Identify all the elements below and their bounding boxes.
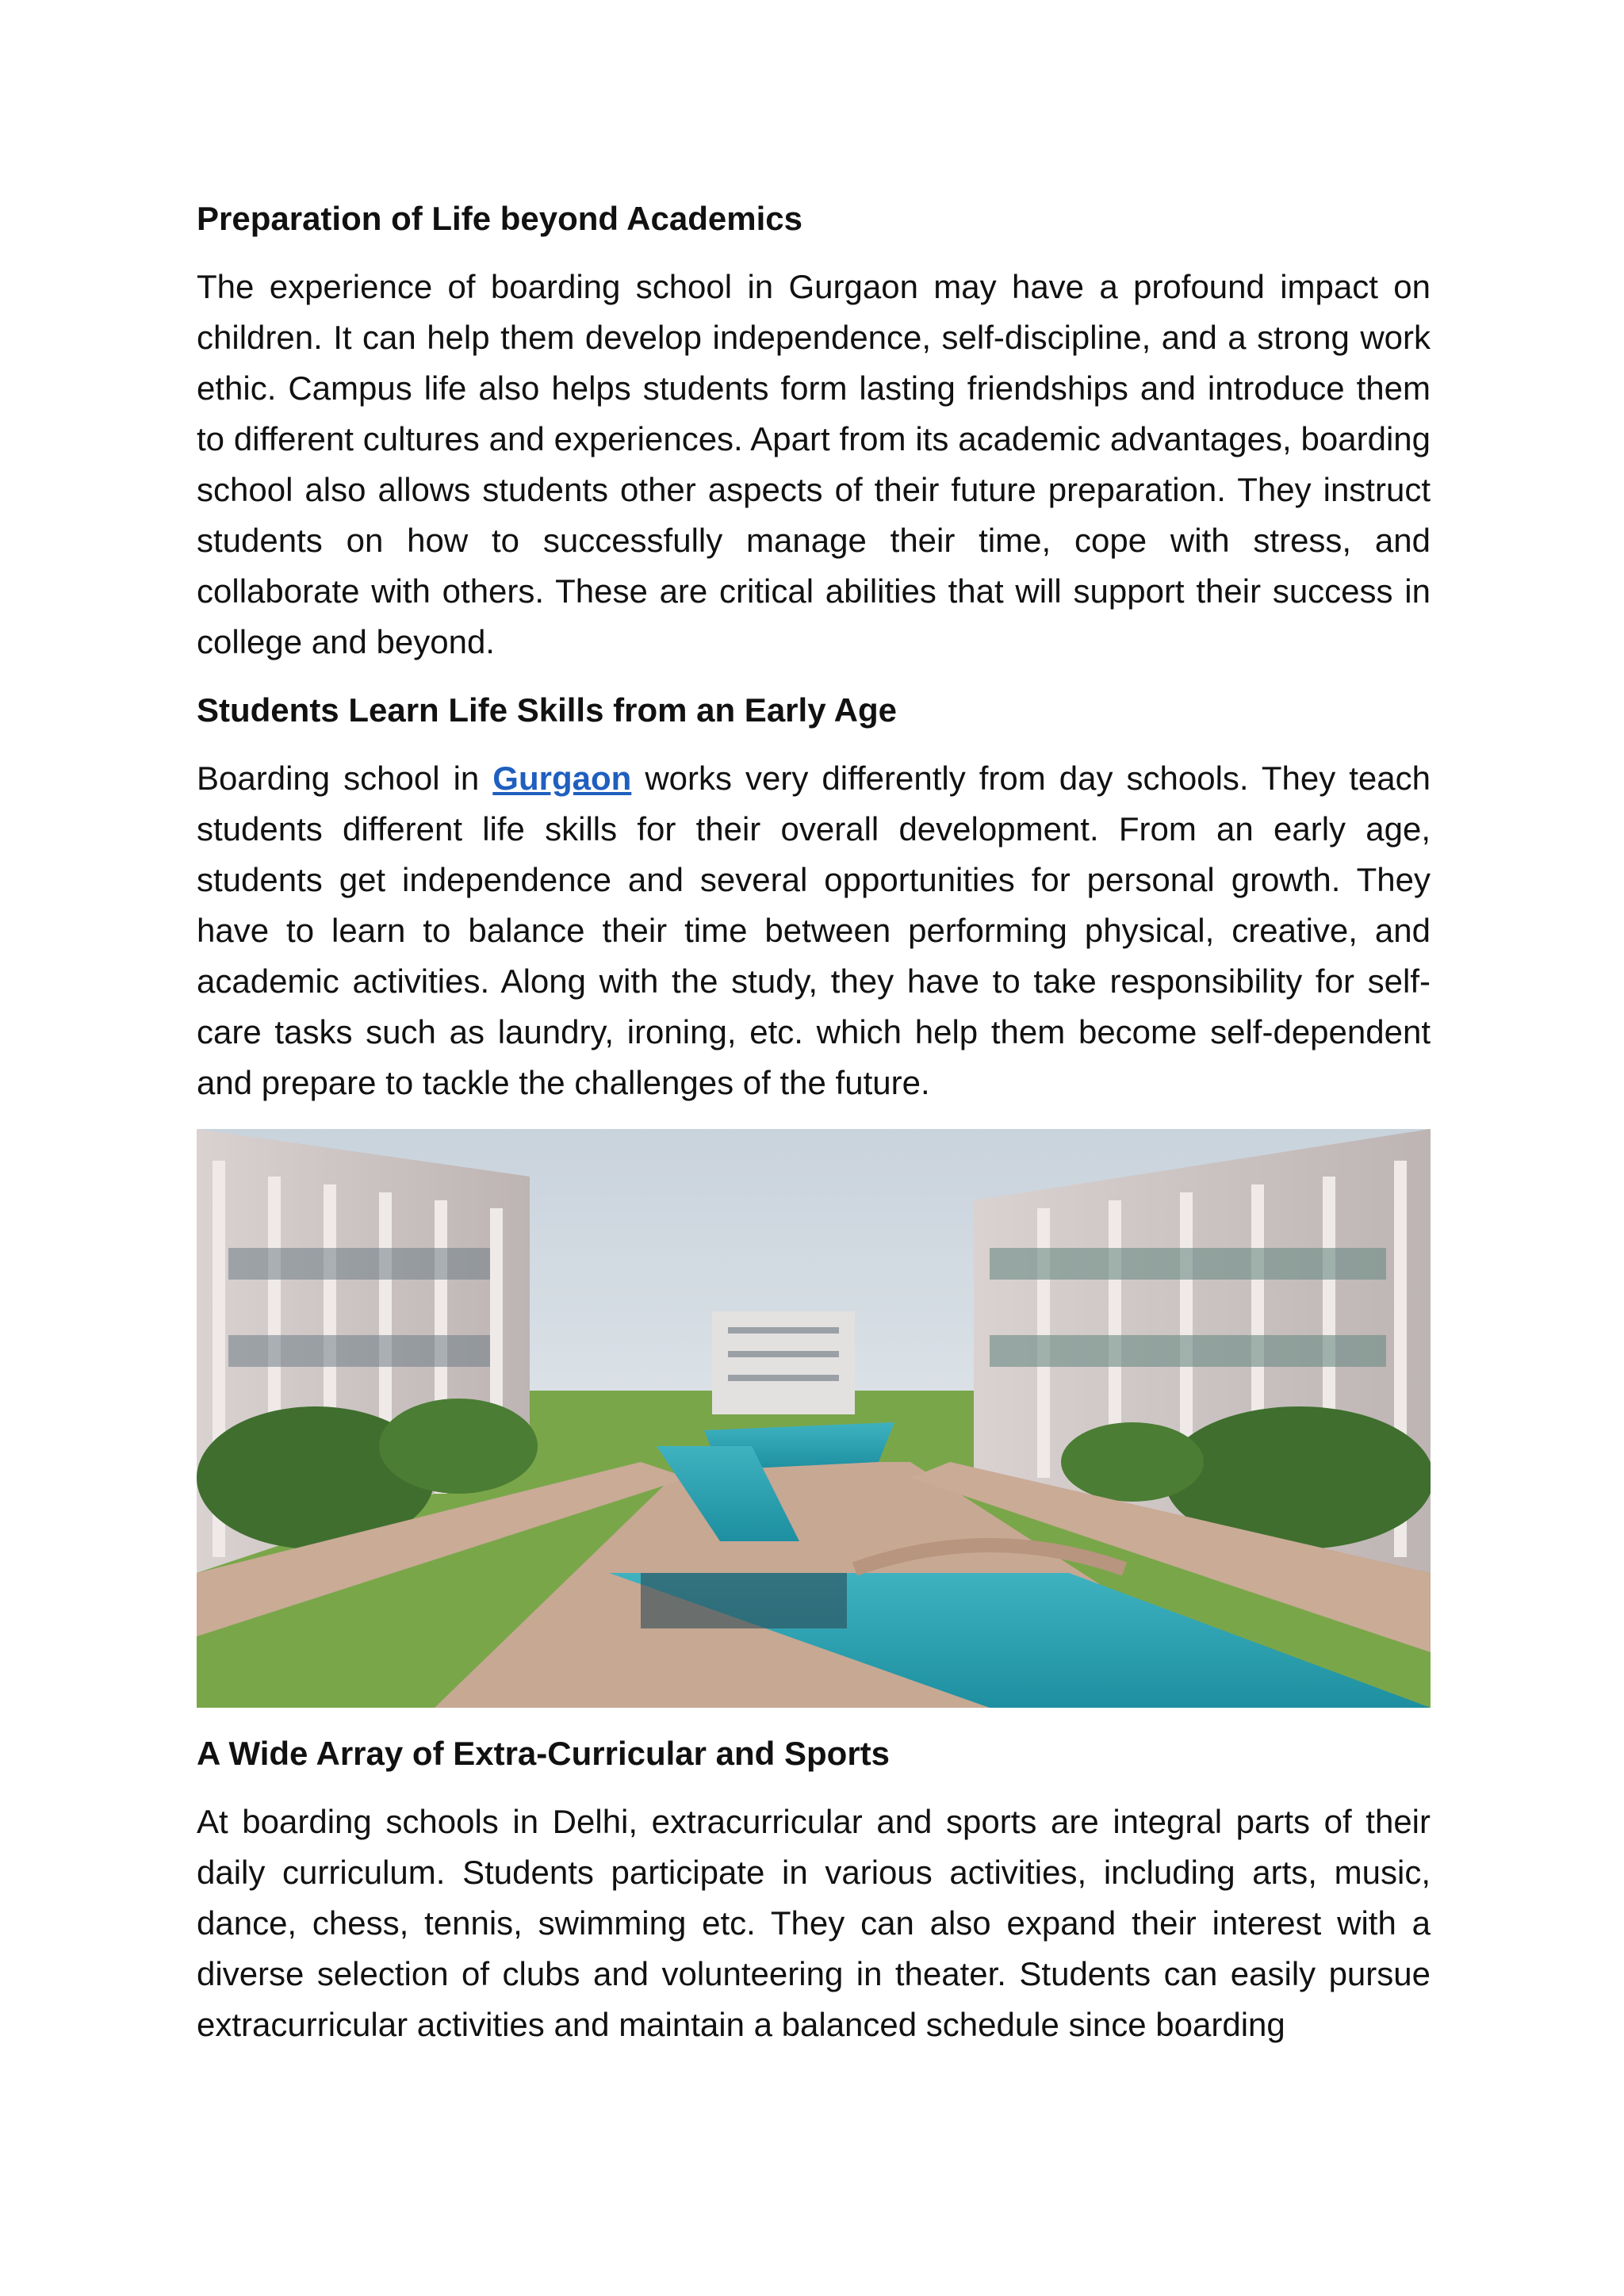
body-text-before-link: Boarding school in: [197, 760, 493, 797]
section-heading-life-skills: Students Learn Life Skills from an Early Age: [197, 691, 898, 729]
body-text-after-link: works very differently from day schools. They teach students different life skills for their overall development. From an early age, students get independence and several opportunities for personal growth. They have to learn to balance their time between performing physical, creative, and academic activities. Along with the study, they have to take responsibility for self-care tasks such as laundry, ironing, etc. which help them become self-dependent and prepare to tackle the challenges of the future.: [197, 760, 1431, 1101]
section-body-life-skills: [197, 753, 1431, 1108]
campus-photo: [197, 1129, 1431, 1708]
section-body-extracurricular: At boarding schools in Delhi, extracurricular and sports are integral parts of their daily curriculum. Students participate in various activities, including arts, music, dance, chess, tennis, swimming etc. They can also expand their interest with a diverse selection of clubs and volunteering in theater. Students can easily pursue extracurricular activities and maintain a balanced schedule since boarding: [197, 1803, 1431, 2043]
document-page: [197, 197, 1431, 2071]
section-heading-extracurricular: A Wide Array of Extra-Curricular and Sports: [197, 1735, 891, 1772]
section-heading-preparation: Preparation of Life beyond Academics: [197, 200, 802, 237]
gurgaon-link[interactable]: Gurgaon: [492, 760, 632, 797]
section-body-preparation: The experience of boarding school in Gurgaon may have a profound impact on children. It can help them develop independence, self-discipline, and a strong work ethic. Campus life also helps students form lasting friendships and introduce them to different cultures and experiences. Apart from its academic advantages, boarding school also allows students other aspects of their future preparation. They instruct students on how to successfully manage their time, cope with stress, and collaborate with others. These are critical abilities that will support their success in college and beyond.: [197, 268, 1431, 660]
